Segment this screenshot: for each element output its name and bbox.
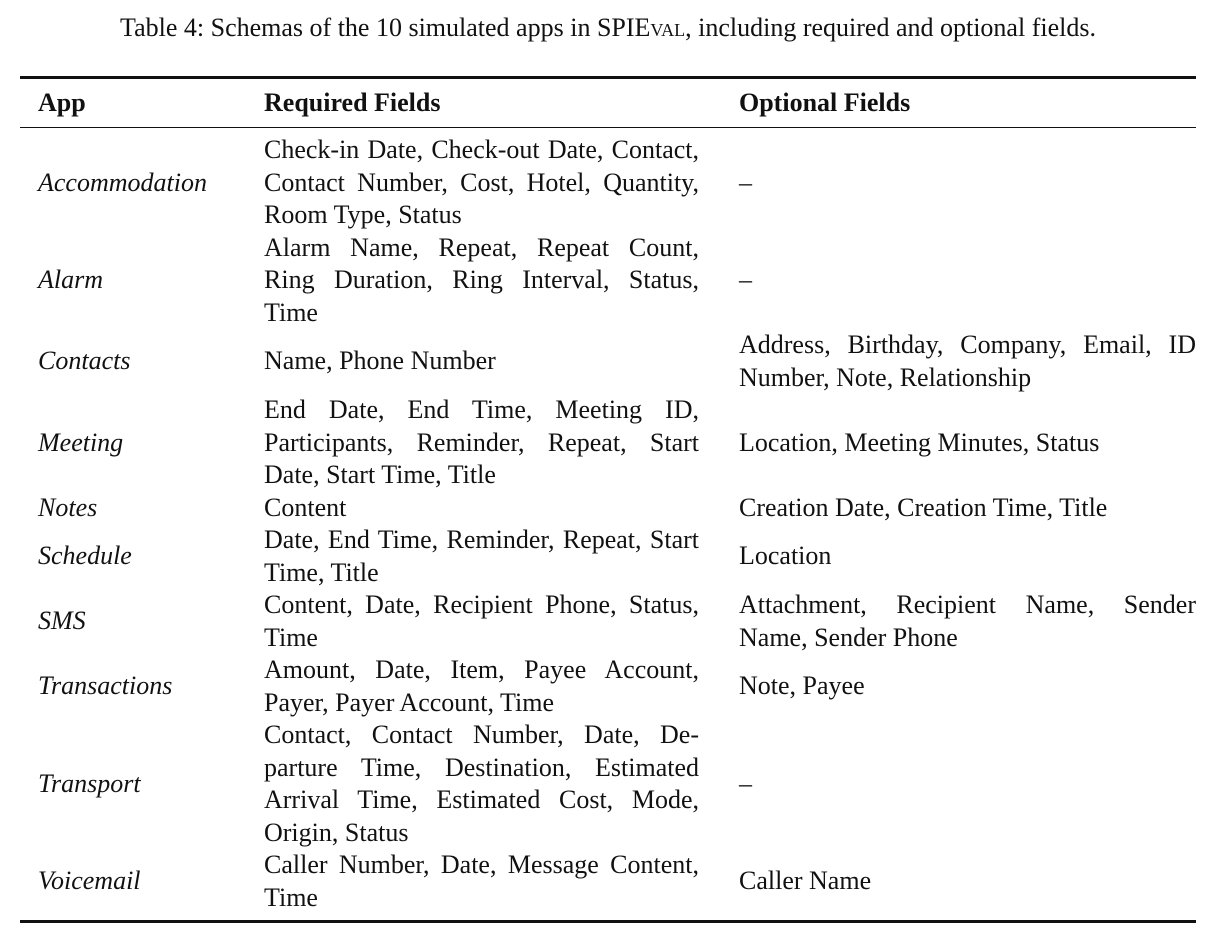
caption-suffix: , including required and optional fields. <box>685 13 1096 42</box>
app-name-cell: Schedule <box>38 541 132 571</box>
table-caption <box>0 10 1216 46</box>
required-fields-cell: Contact, Contact Number, Date, Departure Time, Destination, Estimated Arrival Time, Estimated Cost, Mode, Origin, Status <box>264 720 699 847</box>
table-row <box>20 719 1196 849</box>
required-fields-cell: Alarm Name, Repeat, Repeat Count, Ring Duration, Ring Interval, Status, Time <box>264 232 699 327</box>
table-row <box>20 329 1196 394</box>
table-row <box>20 849 1196 922</box>
required-fields-cell: Date, End Time, Reminder, Repeat, Start Time, Title <box>264 525 699 587</box>
caption-prefix: Table 4: Schemas of the 10 simulated apps in <box>120 13 597 42</box>
optional-fields-cell: – <box>739 768 752 798</box>
required-fields-cell: Content <box>264 492 347 522</box>
optional-fields-cell: Address, Birthday, Company, Email, ID Number, Note, Relationship <box>739 330 1196 392</box>
table-row <box>20 524 1196 589</box>
required-fields-cell: Name, Phone Number <box>264 346 496 376</box>
app-name-cell: Transport <box>38 768 141 798</box>
app-name-cell: Transactions <box>38 671 173 701</box>
table-row <box>20 128 1196 232</box>
schema-table <box>20 76 1196 923</box>
caption-name-smallcaps: val <box>650 13 686 42</box>
optional-fields-cell: Caller Name <box>739 866 872 896</box>
optional-fields-cell: – <box>739 167 752 197</box>
app-name-cell: SMS <box>38 606 86 636</box>
table-row <box>20 232 1196 330</box>
app-name-cell: Meeting <box>38 427 124 457</box>
app-name-cell: Voicemail <box>38 866 141 896</box>
optional-fields-cell: Creation Date, Creation Time, Title <box>739 492 1108 522</box>
table-row <box>20 589 1196 654</box>
required-fields-cell: Check-in Date, Check-out Date, Contact, Contact Number, Cost, Hotel, Quantity, Room Type, Status <box>264 135 699 229</box>
app-name-cell: Alarm <box>38 265 103 294</box>
header-optional-fields: Optional Fields <box>739 87 911 117</box>
app-name-cell: Accommodation <box>38 167 207 197</box>
table-row <box>20 492 1196 525</box>
app-name-cell: Notes <box>38 492 98 522</box>
table-row <box>20 394 1196 492</box>
table-header <box>20 78 1196 128</box>
optional-fields-cell: – <box>739 265 752 294</box>
optional-fields-cell: Location, Meeting Minutes, Status <box>739 427 1100 457</box>
optional-fields-cell: Location <box>739 541 832 571</box>
required-fields-cell: End Date, End Time, Meeting ID, Participants, Reminder, Repeat, Start Date, Start Time, Title <box>264 395 699 489</box>
optional-fields-cell: Note, Payee <box>739 671 865 701</box>
table-body <box>20 128 1196 922</box>
app-name-cell: Contacts <box>38 346 131 376</box>
optional-fields-cell: Attachment, Recipient Name, Sender Name, Sender Phone <box>739 590 1196 652</box>
header-required-fields: Required Fields <box>264 87 441 117</box>
header-app: App <box>38 87 86 117</box>
required-fields-cell: Content, Date, Recipient Phone, Status, Time <box>264 590 699 652</box>
schema-table-container <box>20 76 1196 923</box>
header-row <box>20 78 1196 128</box>
required-fields-cell: Caller Number, Date, Message Content, Time <box>264 850 699 912</box>
caption-name-upper: SPIE <box>596 13 651 42</box>
table-row <box>20 654 1196 719</box>
required-fields-cell: Amount, Date, Item, Payee Account, Payer, Payer Account, Time <box>264 655 699 717</box>
